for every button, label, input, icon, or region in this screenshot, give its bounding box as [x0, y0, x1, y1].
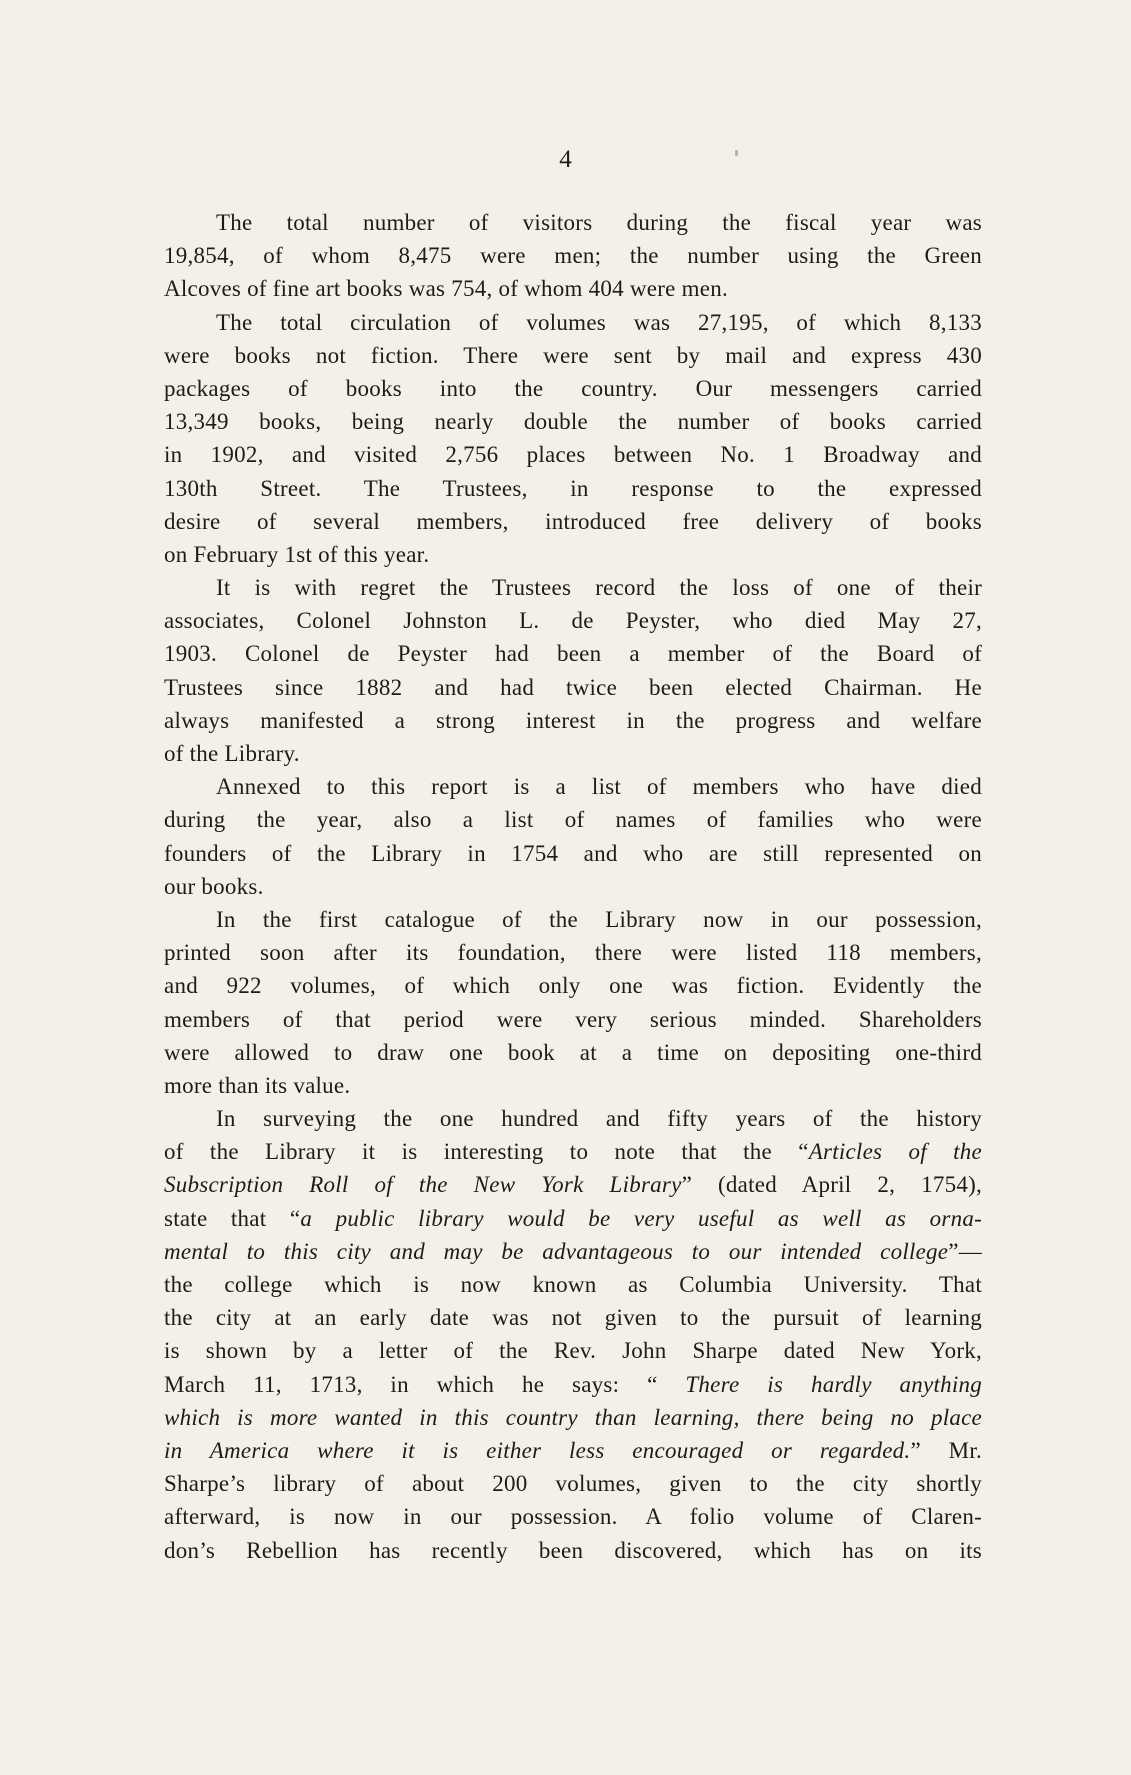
text-line	[164, 903, 982, 936]
italic-quote: which is more wanted in this country than learning, there being no place	[164, 1404, 982, 1430]
text-line	[164, 1168, 982, 1201]
text-line	[164, 1401, 982, 1434]
text-run: during the year, also a list of names of families who were	[164, 807, 982, 833]
text-run: 19,854, of whom 8,475 were men; the number using the Green	[164, 243, 982, 269]
text-line	[164, 637, 982, 670]
text-line	[164, 803, 982, 836]
text-run: on February 1st of this year.	[164, 541, 430, 567]
text-line	[164, 1135, 982, 1168]
text-line	[164, 969, 982, 1002]
text-run: more than its value.	[164, 1072, 351, 1098]
text-run: were books not fiction. There were sent by mail and express 430	[164, 342, 982, 368]
paragraph	[164, 903, 982, 1102]
text-run: desire of several members, introduced free delivery of books	[164, 508, 982, 534]
text-run: The total number of visitors during the fiscal year was	[216, 210, 982, 235]
text-line	[164, 936, 982, 969]
italic-quote: in America where it is either less encouraged or regarded.	[164, 1437, 911, 1463]
text-run: It is with regret the Trustees record the loss of one of their	[216, 575, 982, 601]
text-run: and 922 volumes, of which only one was fiction. Evidently the	[164, 973, 982, 999]
text-run: founders of the Library in 1754 and who are still represented on	[164, 840, 982, 866]
text-line	[164, 770, 982, 803]
text-run: in 1902, and visited 2,756 places between No. 1 Broadway and	[164, 442, 982, 468]
paragraph	[164, 770, 982, 903]
text-run: of the Library.	[164, 741, 300, 766]
text-line	[164, 538, 982, 571]
italic-quote: There is hardly anything	[685, 1371, 982, 1397]
text-run: ”—	[948, 1238, 982, 1264]
text-line	[164, 1102, 982, 1135]
text-run: Alcoves of fine art books was 754, of whom 404 were men.	[164, 276, 728, 302]
text-line	[164, 837, 982, 870]
paper-speck	[735, 150, 738, 156]
text-run: The total circulation of volumes was 27,195, of which 8,133	[216, 309, 982, 335]
text-line	[164, 306, 982, 339]
text-line	[164, 1036, 982, 1069]
text-line	[164, 472, 982, 505]
text-run: members of that period were very serious minded. Shareholders	[164, 1006, 982, 1032]
text-run: our books.	[164, 873, 264, 899]
text-run: associates, Colonel Johnston L. de Peyster, who died May 27,	[164, 608, 982, 634]
paragraph	[164, 571, 982, 770]
text-line	[164, 870, 982, 903]
text-line	[164, 272, 982, 305]
text-line	[164, 1069, 982, 1102]
text-run: printed soon after its foundation, there were listed 118 members,	[164, 940, 982, 966]
italic-quote: Articles of the	[808, 1139, 983, 1165]
text-run: of the Library it is interesting to note that the “	[164, 1139, 809, 1165]
text-line	[164, 405, 982, 438]
text-run: always manifested a strong interest in the progress and welfare	[164, 707, 982, 733]
text-run: state that “	[164, 1205, 301, 1231]
text-line	[164, 1268, 982, 1301]
page-number: 4	[559, 146, 572, 173]
text-line	[164, 339, 982, 372]
text-line	[164, 1534, 982, 1567]
text-line	[164, 372, 982, 405]
text-run: packages of books into the country. Our messengers carried	[164, 375, 982, 401]
text-line	[164, 671, 982, 704]
text-run: the city at an early date was not given to the pursuit of learning	[164, 1305, 982, 1331]
text-run: were allowed to draw one book at a time on depositing one-third	[164, 1039, 982, 1065]
text-line	[164, 239, 982, 272]
text-run: 13,349 books, being nearly double the number of books carried	[164, 409, 982, 435]
text-line	[164, 1301, 982, 1334]
italic-quote: Subscription Roll of the New York Library	[164, 1172, 682, 1198]
text-run: ” (dated April 2, 1754),	[681, 1172, 982, 1198]
text-run: 130th Street. The Trustees, in response to the expressed	[164, 475, 982, 501]
text-run: In the first catalogue of the Library now in our possession,	[216, 906, 982, 932]
text-line	[164, 1003, 982, 1036]
text-line	[164, 704, 982, 737]
paragraph	[164, 206, 982, 306]
text-line	[164, 1202, 982, 1235]
paragraph	[164, 1102, 982, 1567]
italic-quote: a public library would be very useful as well as orna-	[300, 1205, 982, 1231]
text-run: the college which is now known as Columbia University. That	[164, 1272, 982, 1297]
text-line	[164, 1334, 982, 1367]
text-run: Annexed to this report is a list of members who have died	[216, 774, 982, 800]
text-line	[164, 505, 982, 538]
text-run: 1903. Colonel de Peyster had been a member of the Board of	[164, 641, 982, 667]
text-run: don’s Rebellion has recently been discovered, which has on its	[164, 1537, 982, 1563]
text-run: is shown by a letter of the Rev. John Sharpe dated New York,	[164, 1338, 982, 1364]
text-line	[164, 1368, 982, 1401]
body-text	[164, 206, 982, 1567]
text-line	[164, 1467, 982, 1500]
text-run: ” Mr.	[910, 1437, 982, 1463]
text-run: Sharpe’s library of about 200 volumes, given to the city shortly	[164, 1471, 982, 1497]
text-line	[164, 1434, 982, 1467]
text-line	[164, 604, 982, 637]
text-line	[164, 571, 982, 604]
text-run: In surveying the one hundred and fifty years of the history	[216, 1106, 982, 1132]
paragraph	[164, 306, 982, 572]
text-line	[164, 1500, 982, 1533]
text-run: afterward, is now in our possession. A folio volume of Claren-	[164, 1504, 982, 1530]
italic-quote: mental to this city and may be advantageous to our intended college	[164, 1238, 949, 1264]
text-line	[164, 438, 982, 471]
text-line	[164, 737, 982, 770]
text-line	[164, 206, 982, 239]
text-run: Trustees since 1882 and had twice been elected Chairman. He	[164, 674, 982, 700]
text-run: March 11, 1713, in which he says: “	[164, 1371, 686, 1397]
text-line	[164, 1235, 982, 1268]
